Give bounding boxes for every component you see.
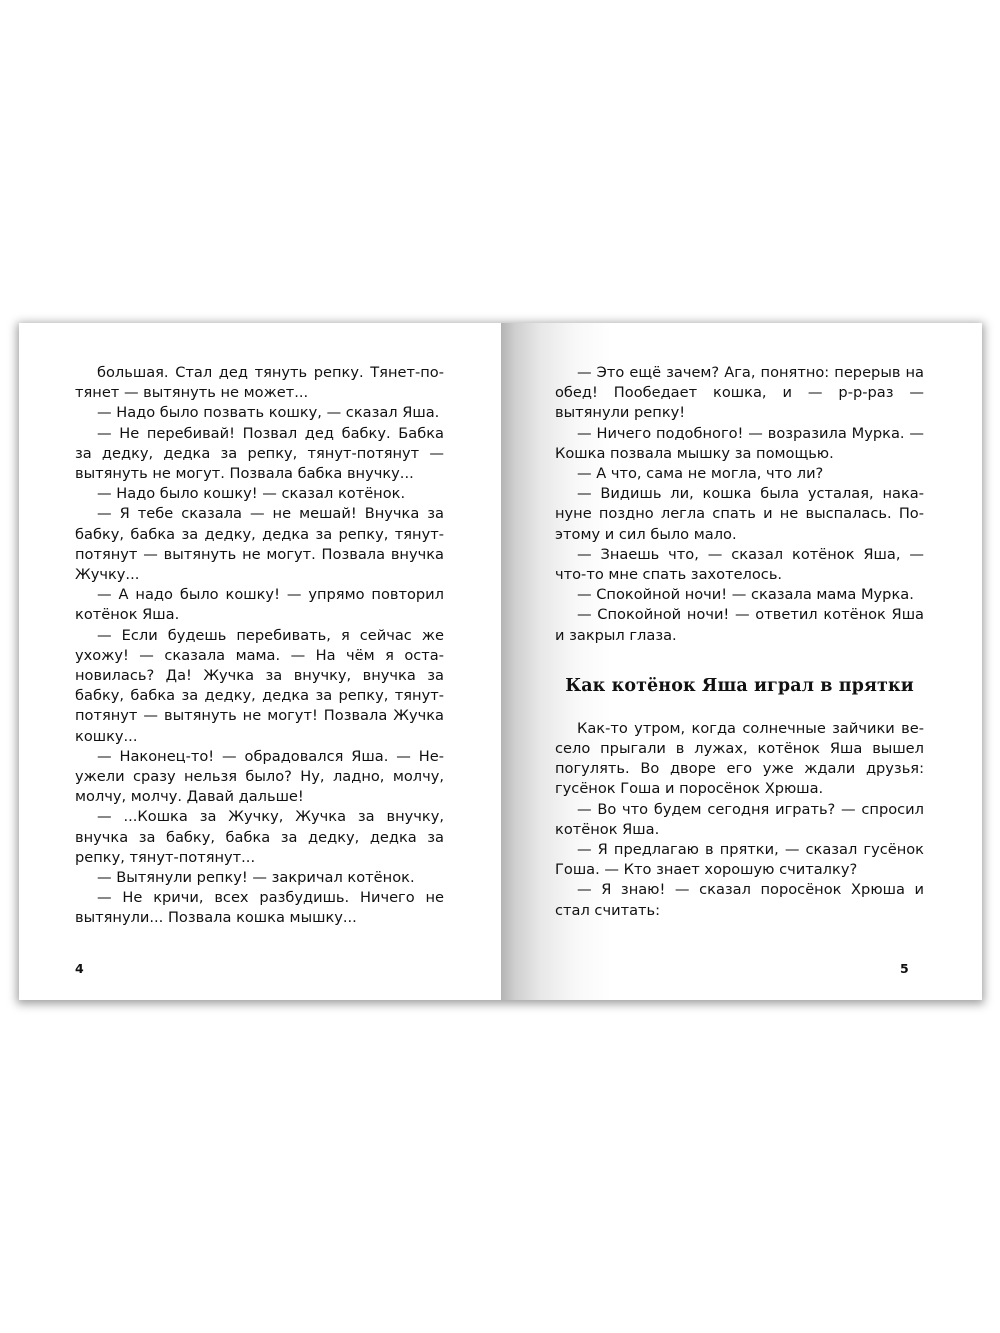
paragraph: — Я знаю! — сказал поросёнок Хрюша и стал считать:	[555, 881, 924, 919]
paragraph: — Если будешь перебивать, я сейчас же ухожу! — сказала мама. — На чём я остановилась? Да! Жучка за внучку, внучка за бабку, бабка за дедку, дедка за репку, тянут-потянут — вытянуть не могут! Позвала Жучка кошку...	[75, 626, 444, 745]
paragraph: — Спокойной ночи! — ответил котёнок Яша и закрыл глаза.	[555, 606, 924, 644]
left-page	[19, 323, 501, 1000]
paragraph: — Знаешь что, — сказал котёнок Яша, — что-то мне спать захотелось.	[555, 545, 924, 584]
paragraph: — ...Кошка за Жучку, Жучка за внучку, внучка за бабку, бабка за дедку, дедка за репку, тянут-потянут...	[75, 808, 444, 866]
left-page-text	[75, 363, 444, 929]
paragraph: — Я предлагаю в прятки, — сказал гусёнок Гоша. — Кто знает хорошую считалку?	[555, 841, 924, 879]
page-number-left: 4	[75, 961, 84, 976]
right-page-text	[555, 363, 924, 921]
paragraph: — Наконец-то! — обрадовался Яша. — Неужели сразу нельзя было? Ну, ладно, молчу, молчу, молчу. Давай дальше!	[75, 747, 444, 806]
paragraph: — Надо было кошку! — сказал котёнок.	[97, 485, 406, 503]
paragraph: — Во что будем сегодня играть? — спросил котёнок Яша.	[555, 800, 924, 838]
paragraph: — Я тебе сказала — не мешай! Внучка за бабку, бабка за дедку, дедка за репку, тянут-потянут — вытянуть не могут. Позвала внучка Жучку...	[75, 505, 444, 584]
paragraph: — Видишь ли, кошка была усталая, накануне поздно легла спать и не выспалась. Поэтому и сил было мало.	[555, 485, 924, 543]
paragraph: Как-то утром, когда солнечные зайчики весело прыгали в лужах, котёнок Яша вышел погулять. Во дворе его уже ждали друзья: гусёнок Гоша и поросёнок Хрюша.	[555, 719, 924, 798]
paragraph: — Не перебивай! Позвал дед бабку. Бабка за дедку, дедка за репку, тянут-потянут — вытянуть не могут. Позвала бабка внучку...	[75, 424, 444, 483]
paragraph: — Ничего подобного! — возразила Мурка. — Кошка позвала мышку за помощью.	[555, 424, 924, 462]
paragraph: большая. Стал дед тянуть репку. Тянет-потянет — вытянуть не может...	[75, 364, 444, 402]
paragraph: — А что, сама не могла, что ли?	[577, 465, 824, 483]
chapter-heading: Как котёнок Яша играл в прятки	[565, 675, 914, 696]
open-book-spread	[19, 323, 982, 1000]
paragraph: — Это ещё зачем? Ага, понятно: перерыв на обед! Пообедает кошка, и — р-р-раз — вытянули репку!	[555, 364, 924, 422]
right-page	[501, 323, 982, 1000]
paragraph: — Надо было позвать кошку, — сказал Яша.	[97, 404, 440, 422]
paragraph: — Спокойной ночи! — сказала мама Мурка.	[577, 586, 914, 604]
paragraph: — А надо было кошку! — упрямо повторил котёнок Яша.	[75, 586, 444, 624]
paragraph: — Вытянули репку! — закричал котёнок.	[97, 869, 415, 887]
paragraph: — Не кричи, всех разбудишь. Ничего не вытянули... Позвала кошка мышку...	[75, 889, 444, 927]
page-number-right: 5	[900, 961, 909, 976]
